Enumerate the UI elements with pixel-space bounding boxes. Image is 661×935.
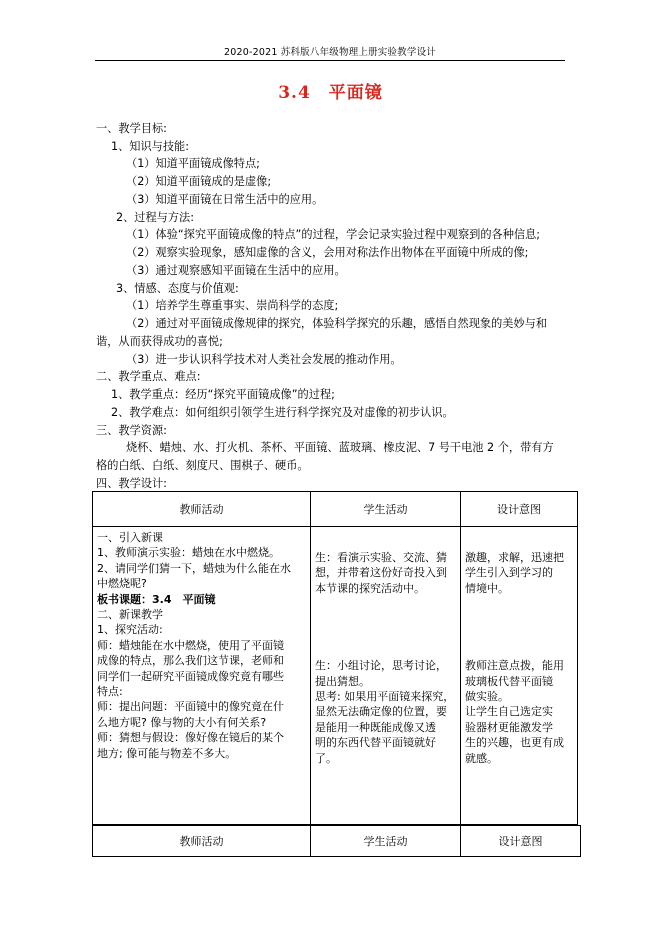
objective-attitude-2: （2）通过对平面镜成像规律的探究，体验科学探究的乐趣，感悟自然现象的美妙与和 xyxy=(126,317,548,330)
objective-knowledge-2: （2）知道平面镜成的是虚像; xyxy=(126,175,272,188)
objective-process-3: （3）通过观察感知平面镜在生活中的应用。 xyxy=(126,264,346,277)
intent-line: 教师注意点拨，能用 xyxy=(465,659,564,673)
intent-line: 让学生自己选定实 xyxy=(465,705,553,719)
intent-line: 做实验。 xyxy=(465,690,509,704)
student-line: 思考: 如果用平面镜来探究， xyxy=(315,690,455,704)
objective-attitude-1: （1）培养学生尊重事实、崇尚科学的态度; xyxy=(126,299,339,312)
student-line: 提出猜想。 xyxy=(315,674,370,688)
teacher-line: 师：蜡烛能在水中燃烧，使用了平面镜 xyxy=(97,638,284,652)
page-header: 2020-2021 苏科版八年级物理上册实验教学设计 xyxy=(223,47,436,58)
resources-text-1: 烧杯、蜡烛、水、打火机、茶杯、平面镜、蓝玻璃、橡皮泥、7 号干电池 2 个，带有方 xyxy=(126,441,554,454)
cell-spacer xyxy=(315,596,456,658)
continuation-table-header xyxy=(92,825,581,857)
footer-header-student: 学生活动 xyxy=(311,826,461,857)
cell-spacer xyxy=(465,596,573,658)
student-line: 了。 xyxy=(315,751,337,765)
section-objectives: 一、教学目标: xyxy=(96,122,167,135)
teacher-line: 同学们一起研究平面镜成像究竟有哪些 xyxy=(97,669,284,683)
header-student: 学生活动 xyxy=(311,492,461,527)
footer-header-teacher: 教师活动 xyxy=(93,826,311,857)
teacher-line: 师：猜想与假设：像好像在镜后的某个 xyxy=(97,731,284,745)
objective-process: 2、过程与方法: xyxy=(116,211,195,224)
table-header-row xyxy=(93,826,581,857)
teacher-line: 1、探究活动: xyxy=(97,623,163,637)
board-title: 板书课题：3.4 平面镜 xyxy=(97,592,216,606)
student-line: 明的东西代替平面镜就好 xyxy=(315,736,436,750)
header-teacher: 教师活动 xyxy=(93,492,311,527)
keypoint-difficulty: 2、教学难点：如何组织引领学生进行科学探究及对虚像的初步认识。 xyxy=(111,406,454,419)
objective-knowledge: 1、知识与技能: xyxy=(111,140,190,153)
section-resources: 三、教学资源: xyxy=(96,424,167,437)
student-line: 想，并带着这份好奇投入到 xyxy=(315,566,447,580)
keypoint-focus: 1、教学重点：经历“探究平面镜成像”的过程; xyxy=(111,388,335,401)
intent-line: 生的兴趣，也更有成 xyxy=(465,736,564,750)
student-activity-cell xyxy=(311,527,461,825)
intent-line: 玻璃板代替平面镜 xyxy=(465,674,553,688)
intent-line: 学生引入到学习的 xyxy=(465,566,553,580)
intent-line: 激趣，求解，迅速把 xyxy=(465,551,564,564)
objective-process-1: （1）体验“探究平面镜成像的特点”的过程，学会记录实验过程中观察到的各种信息; xyxy=(126,228,541,241)
teacher-line: 地方; 像可能与物差不多大。 xyxy=(97,746,237,760)
intent-line: 验器材更能激发学 xyxy=(465,720,553,734)
student-line: 是能用一种既能成像又透 xyxy=(315,720,436,734)
teacher-line: 成像的特点，那么我们这节课，老师和 xyxy=(97,654,284,668)
student-line: 本节课的探究活动中。 xyxy=(315,581,425,595)
objective-process-2: （2）观察实验现象，感知虚像的含义，会用对称法作出物体在平面镜中所成的像; xyxy=(126,246,529,259)
header-divider xyxy=(95,60,565,61)
section-design: 四、教学设计: xyxy=(96,477,167,490)
page-title: 3.4 平面镜 xyxy=(278,83,383,103)
objective-attitude-2-cont: 谐，从而获得成功的喜悦; xyxy=(96,335,223,348)
design-intent-cell xyxy=(461,527,578,825)
objective-knowledge-3: （3）知道平面镜在日常生活中的应用。 xyxy=(126,193,324,206)
lesson-design-table xyxy=(92,491,578,825)
teacher-activity-cell xyxy=(93,527,311,825)
teacher-line: 师：提出问题：平面镜中的像究竟在什 xyxy=(97,700,284,714)
teacher-line: 2、请同学们猜一下，蜡烛为什么能在水 xyxy=(97,561,291,575)
footer-header-intent: 设计意图 xyxy=(461,826,581,857)
objective-attitude-3: （3）进一步认识科学技术对人类社会发展的推动作用。 xyxy=(126,353,402,366)
intent-line: 就感。 xyxy=(465,751,498,765)
section-keypoints: 二、教学重点、难点: xyxy=(96,370,201,383)
objective-knowledge-1: （1）知道平面镜成像特点; xyxy=(126,157,260,170)
student-line: 生：小组讨论，思考讨论， xyxy=(315,659,447,673)
objective-attitude: 3、情感、态度与价值观: xyxy=(116,282,239,295)
student-line: 显然无法确定像的位置，要 xyxy=(315,705,447,719)
teacher-line: 一、引入新课 xyxy=(97,531,163,544)
table-row xyxy=(93,527,578,825)
resources-text-2: 格的白纸、白纸、刻度尺、围棋子、硬币。 xyxy=(96,459,309,472)
table-header-row xyxy=(93,492,578,527)
intent-line: 情境中。 xyxy=(465,581,509,595)
teacher-line: 1、教师演示实验：蜡烛在水中燃烧。 xyxy=(97,546,280,560)
teacher-line: 中燃烧呢? xyxy=(97,577,147,591)
teacher-line: 么地方呢? 像与物的大小有何关系? xyxy=(97,715,267,729)
student-line: 生：看演示实验、交流、猜 xyxy=(315,551,447,564)
teacher-line: 特点: xyxy=(97,685,123,699)
teacher-line: 二、新课教学 xyxy=(97,608,163,622)
header-intent: 设计意图 xyxy=(461,492,578,527)
